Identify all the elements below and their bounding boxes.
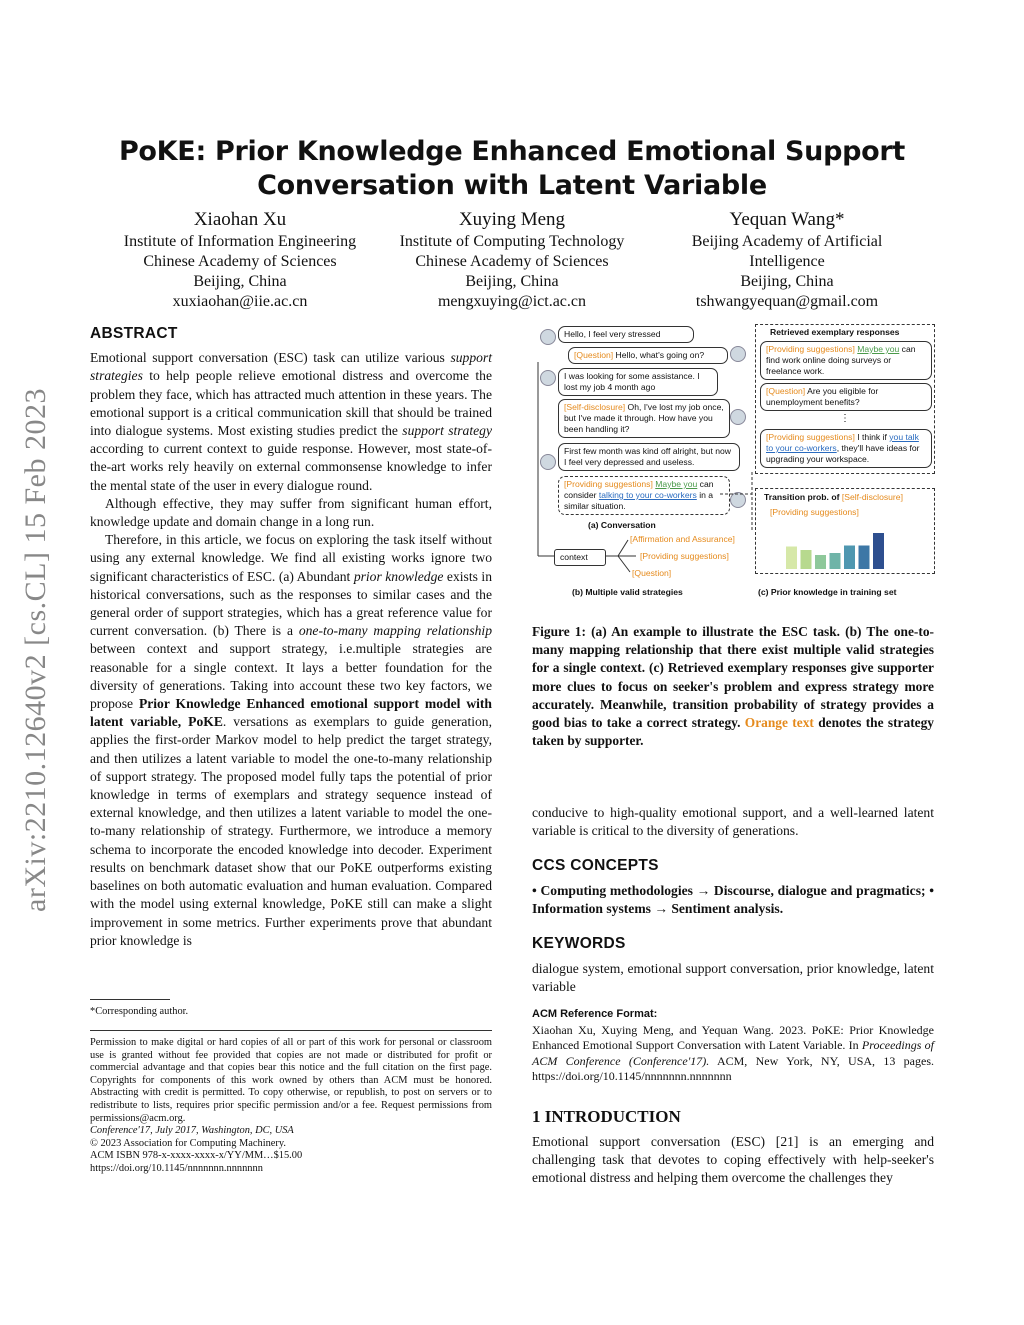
transition-bar-chart xyxy=(786,519,896,569)
arxiv-side-label: arXiv:2210.12640v2 [cs.CL] 15 Feb 2023 xyxy=(19,388,52,912)
author-name: Xuying Meng xyxy=(458,209,566,230)
transition-bar-label: [Providing suggestions] xyxy=(770,507,859,517)
author-affiliation: Institute of Computing Technology xyxy=(399,233,625,250)
right-column xyxy=(532,804,934,840)
author-affiliation: Intelligence xyxy=(749,253,825,270)
keywords-heading: KEYWORDS xyxy=(532,935,626,952)
ellipsis-dots: ⋮ xyxy=(840,413,850,424)
transition-bar xyxy=(830,553,841,569)
abstract-paragraph: Although effective, they may suffer from significant human effort, knowledge update and domain change in a long run. xyxy=(90,495,492,530)
author-email[interactable]: tshwangyequan@gmail.com xyxy=(695,293,879,310)
author-block xyxy=(90,208,390,312)
transition-bar xyxy=(815,555,826,569)
author-affiliation: Institute of Information Engineering xyxy=(123,233,357,250)
introduction-section xyxy=(532,1107,934,1188)
permission-rule xyxy=(90,1030,492,1031)
retrieved-response: [Providing suggestions] Maybe you can find work online doing surveys or freelance work. xyxy=(760,341,932,380)
transition-bar xyxy=(859,546,870,570)
footnote-rule xyxy=(90,999,170,1000)
retrieved-title: Retrieved exemplary responses xyxy=(770,327,900,337)
author-city: Beijing, China xyxy=(465,273,559,290)
context-box: context xyxy=(554,549,606,566)
abstract-paragraph: Emotional support conversation (ESC) task can utilize various support strategies to help people relieve emotional distress and overcome the problem they face, which has attracted much attention in these years. The emotional support is a critical communication skill that should be trained into dialogue systems. Most existing studies predict the support strategy according to current context to guide response. However, most state-of-the-art works rely heavily on external commonsense knowledge to infer the mental state of the user in every dialogue round. xyxy=(90,350,492,493)
author-email[interactable]: mengxuying@ict.ac.cn xyxy=(437,293,587,310)
transition-bar xyxy=(786,547,797,570)
figure-caption: Figure 1: (a) An example to illustrate the ESC task. (b) The one-to-many mapping relationship that there exist multiple valid strategies for a single context. (c) Retrieved exemplary responses give supporter more clues to focus on seeker's problem and express strategy more accurately. Meanwhile, transition probability of strategy provides a good bias to take a correct strategy. Orange text denotes the strategy taken by supporter. xyxy=(532,624,934,749)
abstract-heading: ABSTRACT xyxy=(90,325,178,342)
keywords-text: dialogue system, emotional support conversation, prior knowledge, latent variable xyxy=(532,961,934,995)
continuation-paragraph: conducive to high-quality emotional support, and a well-learned latent variable is critical to the diversity of generations. xyxy=(532,805,934,839)
transition-bar xyxy=(873,533,884,569)
author-email[interactable]: xuxiaohan@iie.ac.cn xyxy=(172,293,308,310)
transition-panel xyxy=(755,488,935,574)
acm-ref-text: Xiaohan Xu, Xuying Meng, and Yequan Wang. 2023. PoKE: Prior Knowledge Enhanced Emotional Support Conversation with Latent Variable. In Proceedings of ACM Conference (Conference'17). ACM, New York, NY, USA, 13 pages. https://doi.org/10.1145/nnnnnnn.nnnnnnn xyxy=(532,1022,935,1084)
figure-1 xyxy=(532,322,942,604)
ccs-section xyxy=(532,857,934,918)
transition-title: Transition prob. of [Self-disclosure] xyxy=(764,492,903,502)
paper-title: PoKE: Prior Knowledge Enhanced Emotional Support Conversation with Latent Variable xyxy=(118,136,906,201)
footnote: *Corresponding author. xyxy=(90,1006,189,1017)
author-city: Beijing, China xyxy=(740,273,834,290)
author-block xyxy=(362,208,662,312)
author-affiliation: Chinese Academy of Sciences xyxy=(415,253,609,270)
abstract-paragraph: Therefore, in this article, we focus on exploring the task itself without using any external knowledge. We find all existing works ignore two significant characteristics of ESC. (a) Abundant prior knowledge exists in historical conversations, such as the responses to similar cases and the general order of support strategies, which has a great reference value for current conversation. (b) There is a one-to-many mapping relationship between context and support strategy, i.e.multiple strategies are reasonable for a single context. It lays a better foundation for the diversity of generations. Taking into account these two key factors, we propose Prior Knowledge Enhanced emotional support model with latent variable, PoKE. versations as exemplars to guide generation, applies the first-order Markov model to help predict the target strategy, and then utilizes a latent variable to model the one-to-many relationship of support strategy. The proposed model fully taps the potential of prior knowledge in terms of exemplars and strategy sequence instead of external knowledge, and then utilizes a latent variable to model the one-to-many relationship of strategy. Furthermore, we introduce a memory schema to incorporate the encoded knowledge into decoder. Experiment results on benchmark dataset show that our PoKE outperforms existing baselines on both automatic evaluation and human evaluation. Compared with the model using external knowledge, PoKE still can make a slight improvement in some metrics. Further experiments prove that abundant prior knowledge is xyxy=(90,532,492,948)
author-affiliation: Beijing Academy of Artificial xyxy=(691,233,883,250)
retrieved-response: [Providing suggestions] I think if you talk to your co-workers, they'll have ideas for upgrading your workspace. xyxy=(760,429,932,468)
retrieved-response: [Question] Are you eligible for unemployment benefits? xyxy=(760,383,932,411)
strategy-option: [Question] xyxy=(632,568,672,578)
retrieved-panel xyxy=(755,324,935,474)
panel-c-label: (c) Prior knowledge in training set xyxy=(758,587,897,597)
author-name: Yequan Wang* xyxy=(729,209,845,230)
transition-bar xyxy=(844,546,855,570)
supporter-message: [Question] Hello, what's going on? xyxy=(568,347,728,364)
permission-block: Permission to make digital or hard copies of all or part of this work for personal or classroom use is granted without fee provided that copies are not made or distributed for profit or commercial advantage and that copies bear this notice and the full citation on the first page. Copyrights for components of this work owned by others than ACM must be honored. Abstracting with credit is permitted. To copy otherwise, or republish, to post on servers or to redistribute to lists, requires prior specific permission and/or a fee. Request permissions from permissions@acm.org. Conference'17, July 2017, Washington, DC, USA © 2023 Association for Computing Machinery. ACM ISBN 978-x-xxxx-xxxx-x/YY/MM…$15.00 https://doi.org/10.1145/nnnnnnn.nnnnnnn xyxy=(90,1037,492,1174)
seeker-message: I was looking for some assistance. I lost my job 4 month ago xyxy=(558,368,718,396)
seeker-message: Hello, I feel very stressed xyxy=(558,326,694,343)
supporter-response: [Providing suggestions] Maybe you can consider talking to your co-workers in a similar situation. xyxy=(558,476,730,515)
ccs-heading: CCS CONCEPTS xyxy=(532,857,659,874)
author-affiliation: Chinese Academy of Sciences xyxy=(143,253,337,270)
introduction-heading: 1 INTRODUCTION xyxy=(532,1107,681,1126)
strategy-option: [Affirmation and Assurance] xyxy=(630,534,735,544)
author-name: Xiaohan Xu xyxy=(193,209,287,230)
transition-bar xyxy=(801,550,812,569)
panel-a-label: (a) Conversation xyxy=(588,520,656,530)
author-city: Beijing, China xyxy=(193,273,287,290)
author-block xyxy=(637,208,937,312)
introduction-text: Emotional support conversation (ESC) [21] is an emerging and challenging task that devotes to coping effectively with help-seeker's emotional distress and helping them overcome the challenges they xyxy=(532,1134,934,1186)
acm-ref-heading: ACM Reference Format: xyxy=(532,1008,658,1020)
panel-b-label: (b) Multiple valid strategies xyxy=(572,587,683,597)
supporter-message: [Self-disclosure] Oh, I've lost my job once, but I've made it through. How have you been handling it? xyxy=(558,399,730,438)
strategy-option: [Providing suggestions] xyxy=(640,551,729,561)
left-column xyxy=(90,325,492,950)
keywords-section xyxy=(532,935,934,996)
seeker-message: First few month was kind off alright, but now I feel very depressed and useless. xyxy=(558,443,740,471)
acm-reference xyxy=(532,1007,934,1085)
ccs-text: • Computing methodologies → Discourse, dialogue and pragmatics; • Information systems → Sentiment analysis. xyxy=(532,883,934,917)
